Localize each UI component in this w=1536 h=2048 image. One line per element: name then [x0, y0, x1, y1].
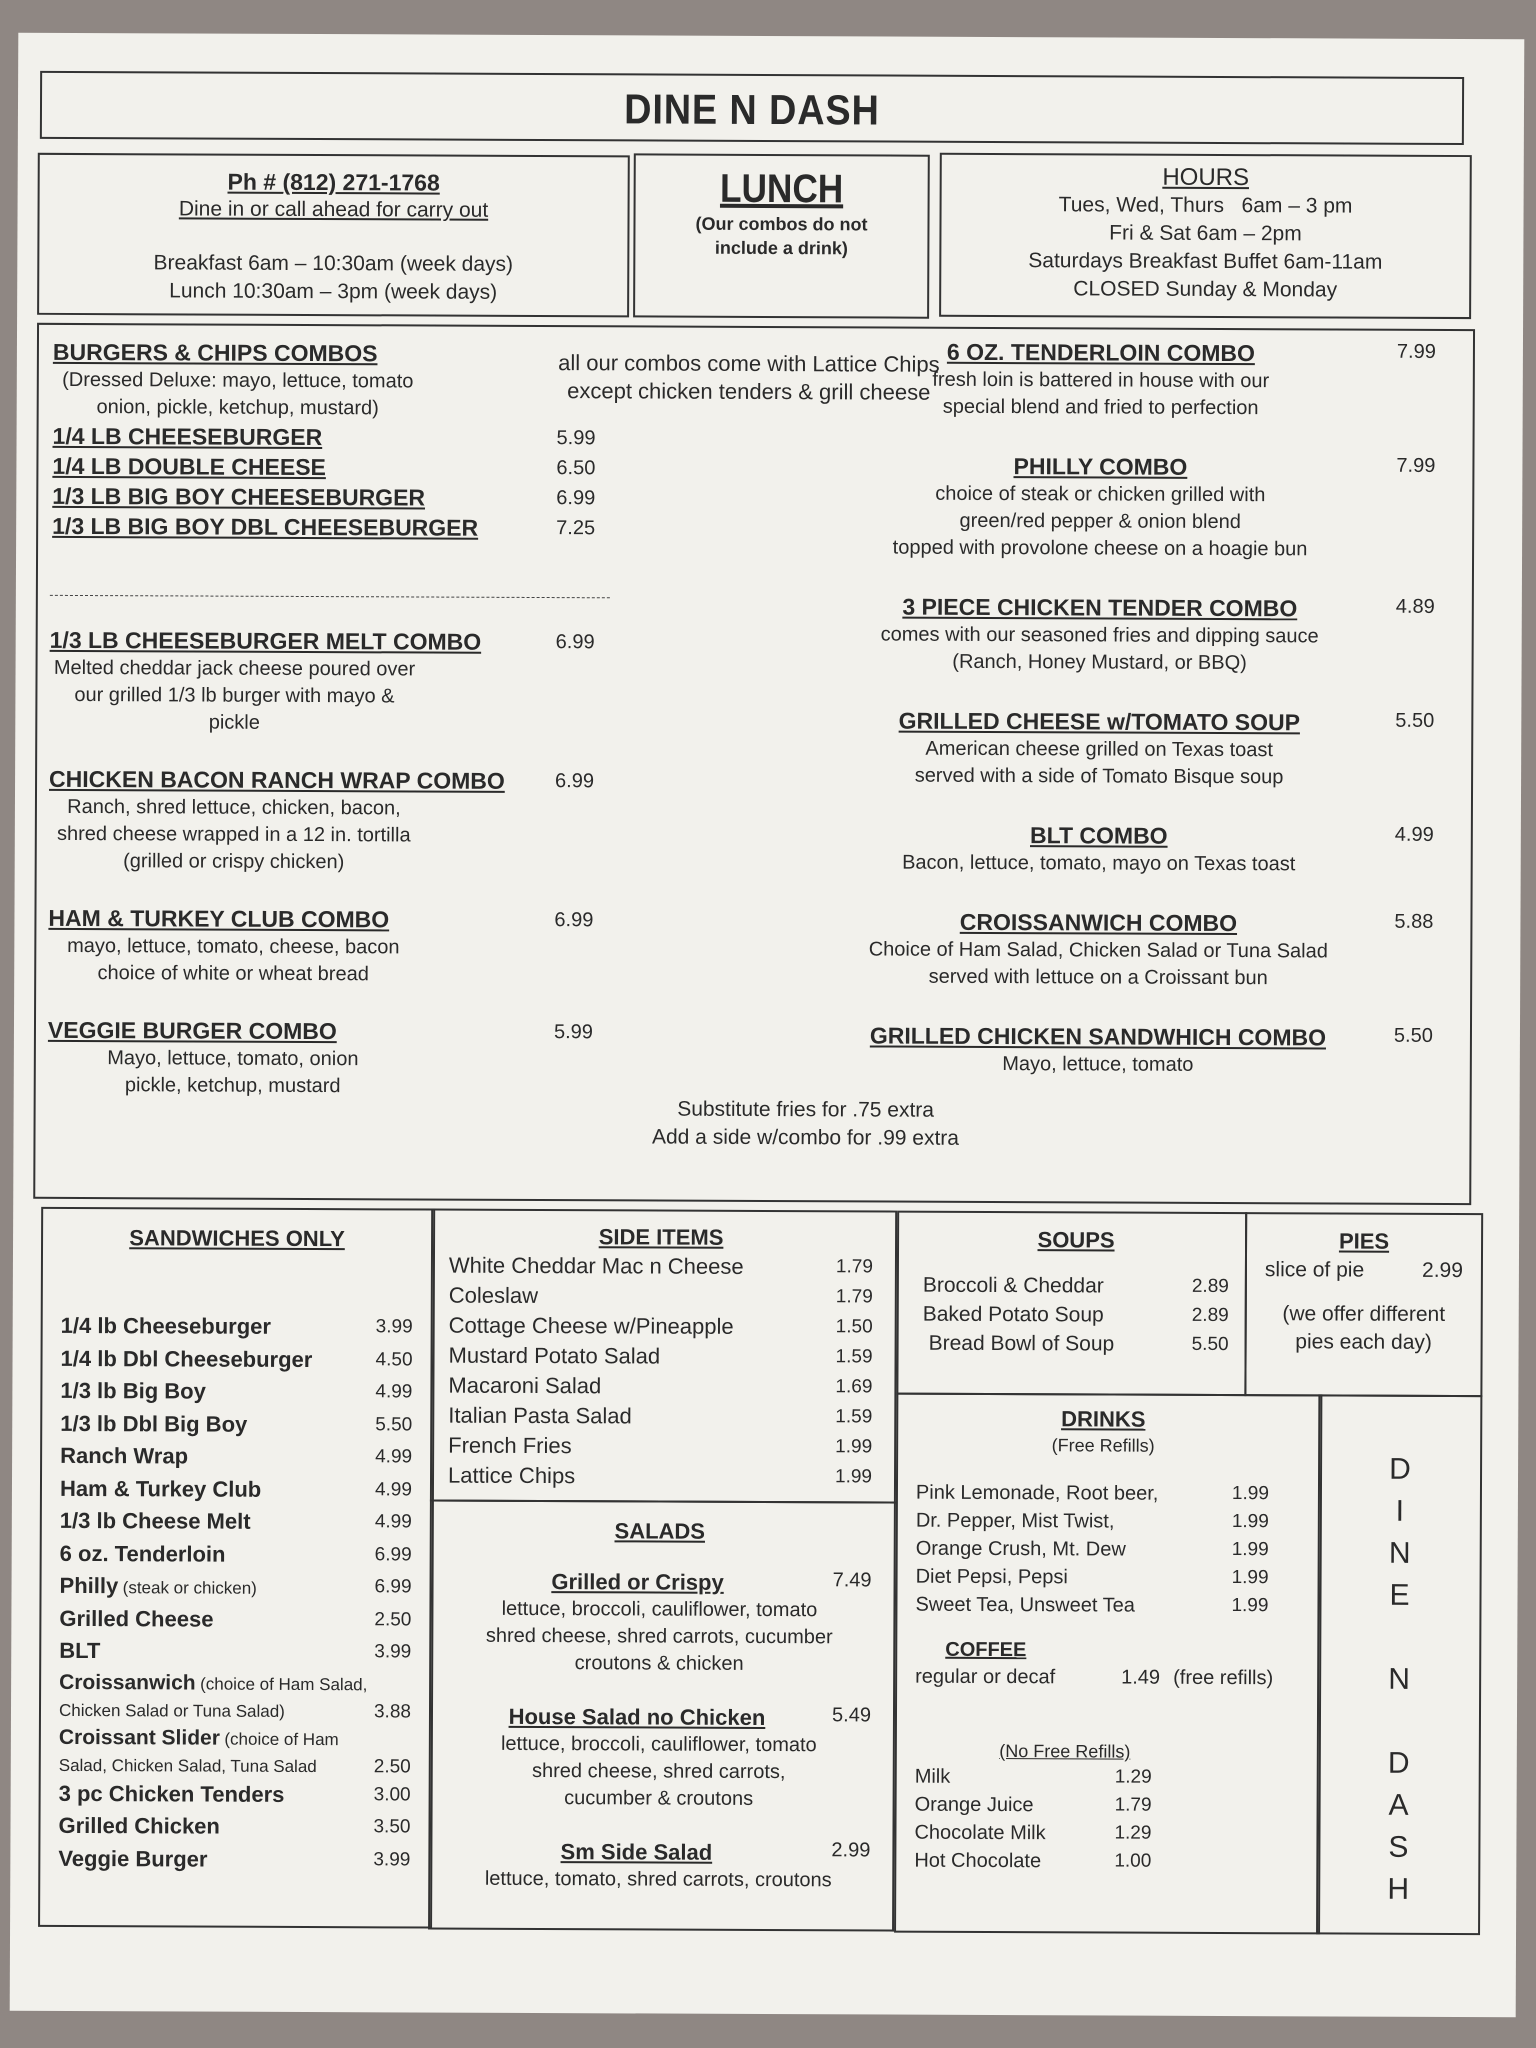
combo-item — [860, 450, 1436, 563]
sandwich-row — [60, 1376, 412, 1410]
vertical-name-box — [1316, 1394, 1482, 1935]
call-ahead-note: Dine in or call ahead for carry out — [178, 197, 489, 222]
combo-name: 1/4 LB DOUBLE CHEESE — [52, 452, 326, 481]
combo-price: 4.89 — [1395, 595, 1435, 618]
lunch-hours: Lunch 10:30am – 3pm (week days) — [169, 279, 498, 304]
combo-row — [52, 451, 632, 484]
side-item-name: French Fries — [448, 1432, 572, 1459]
hours-line: Tues, Wed, Thurs 6am – 3 pm — [1058, 193, 1353, 218]
combo-price: 6.99 — [555, 770, 595, 793]
salads-section — [428, 1500, 896, 1932]
pie-note-1: (we offer different — [1282, 1302, 1446, 1326]
combo-item — [49, 625, 609, 738]
salads-heading: SALADS — [614, 1518, 706, 1544]
sandwich-name: BLT — [59, 1637, 101, 1664]
menu-title: DINE N DASH — [624, 85, 880, 134]
soup-row — [923, 1329, 1229, 1359]
combo-item — [49, 764, 609, 877]
combo-extra-note: Add a side w/combo for .99 extra — [651, 1125, 960, 1150]
drink-name: Orange Juice — [914, 1793, 1034, 1817]
combo-name: GRILLED CHEESE w/TOMATO SOUP — [898, 707, 1301, 736]
sandwiches-heading: SANDWICHES ONLY — [129, 1225, 345, 1252]
sandwich-name: Croissant Slider — [58, 1725, 220, 1750]
sandwich-row — [59, 1571, 411, 1605]
salad-name: Sm Side Salad — [560, 1839, 713, 1865]
soup-price: 2.89 — [1191, 1275, 1229, 1298]
soup-name: Bread Bowl of Soup — [928, 1331, 1115, 1356]
combo-description-line: American cheese grilled on Texas toast — [925, 737, 1274, 762]
divider — [50, 595, 610, 598]
drink-row — [916, 1479, 1290, 1509]
combo-price: 6.99 — [556, 487, 596, 510]
drink-price: 1.29 — [1114, 1766, 1152, 1788]
sandwich-row — [58, 1843, 410, 1877]
vertical-letter: H — [1387, 1872, 1410, 1906]
combo-description-line: (Ranch, Honey Mustard, or BBQ) — [952, 650, 1247, 675]
sandwich-name: Croissanwich — [59, 1670, 196, 1695]
menu-page — [10, 33, 1525, 2018]
sandwich-row — [60, 1408, 412, 1442]
side-item-price: 1.99 — [834, 1466, 873, 1488]
sandwich-name: Grilled Chicken — [58, 1812, 220, 1839]
combo-name: 1/3 LB CHEESEBURGER MELT COMBO — [49, 626, 482, 655]
side-item-price: 1.79 — [835, 1286, 873, 1308]
combo-description-line: choice of steak or chicken grilled with — [935, 482, 1266, 507]
sandwich-name: 1/3 lb Cheese Melt — [59, 1507, 251, 1534]
salad-description-line: lettuce, tomato, shred carrots, croutons — [484, 1867, 832, 1892]
combo-row — [49, 764, 609, 796]
sandwich-note: (choice of Ham Salad, — [200, 1674, 368, 1694]
vertical-letter: D — [1387, 1746, 1410, 1780]
combo-price: 5.50 — [1395, 709, 1435, 732]
drink-row — [914, 1847, 1288, 1877]
lattice-note-line: except chicken tenders & grill cheese — [567, 378, 931, 405]
combo-price: 7.99 — [1396, 340, 1436, 363]
sandwich-note: (choice of Ham — [224, 1729, 339, 1749]
drink-name: Hot Chocolate — [914, 1849, 1042, 1873]
coffee-name: regular or decaf — [915, 1665, 1056, 1689]
drink-price: 1.00 — [1114, 1850, 1152, 1872]
side-item-name: Lattice Chips — [447, 1462, 576, 1489]
lunch-note-1: (Our combos do not — [695, 213, 868, 235]
burgers-description-line: onion, pickle, ketchup, mustard) — [96, 396, 379, 420]
vertical-letter: N — [1388, 1662, 1411, 1696]
combo-name: 1/3 LB BIG BOY CHEESEBURGER — [52, 482, 426, 511]
salad-item — [447, 1703, 871, 1814]
coffee-note: (free refills) — [1173, 1666, 1274, 1690]
combo-name: PHILLY COMBO — [1013, 453, 1188, 480]
side-item-row — [448, 1431, 872, 1463]
contact-box — [37, 153, 630, 318]
drink-row — [916, 1507, 1290, 1537]
sandwich-price: 4.50 — [375, 1348, 413, 1370]
combo-row — [48, 1015, 608, 1047]
vertical-letter: I — [1395, 1494, 1405, 1528]
side-item-name: Italian Pasta Salad — [448, 1402, 632, 1429]
combo-price: 5.50 — [1393, 1024, 1433, 1047]
sandwich-name-group — [59, 1571, 256, 1604]
sandwich-name-group — [59, 1603, 213, 1636]
drink-name: Pink Lemonade, Root beer, — [915, 1481, 1159, 1505]
combo-description — [49, 794, 419, 877]
combo-description-line: choice of white or wheat bread — [97, 962, 369, 986]
burgers-description-line: (Dressed Deluxe: mayo, lettuce, tomato — [62, 368, 414, 393]
sandwich-name-group — [60, 1343, 312, 1377]
soup-price: 2.89 — [1191, 1304, 1229, 1327]
sandwich-price: 6.99 — [374, 1576, 412, 1598]
sandwich-name-group — [60, 1441, 188, 1474]
lattice-note-line: all our combos come with Lattice Chips — [558, 350, 940, 377]
side-item-row — [449, 1311, 873, 1343]
drinks-section — [894, 1393, 1322, 1935]
vertical-letter: S — [1388, 1830, 1409, 1864]
sandwich-name-group — [60, 1376, 206, 1409]
sandwich-note: Chicken Salad or Tuna Salad) — [58, 1700, 285, 1721]
sandwiches-section — [38, 1207, 435, 1929]
sandwich-row — [59, 1778, 411, 1812]
drink-row — [914, 1819, 1288, 1849]
soups-section — [896, 1211, 1247, 1397]
combo-description-line: served with lettuce on a Croissant bun — [928, 965, 1268, 990]
coffee-heading: COFFEE — [945, 1638, 1027, 1662]
vertical-letter: N — [1388, 1536, 1411, 1570]
combo-price: 6.50 — [556, 457, 596, 480]
sandwich-name-group — [58, 1811, 220, 1844]
sandwich-row — [58, 1811, 410, 1845]
salad-price: 5.49 — [832, 1704, 872, 1727]
side-item-row — [449, 1281, 873, 1313]
sandwich-row — [60, 1343, 412, 1377]
combo-item — [861, 336, 1436, 422]
soup-price: 5.50 — [1191, 1333, 1229, 1356]
salad-name: Grilled or Crispy — [551, 1569, 724, 1595]
soup-name: Baked Potato Soup — [922, 1302, 1104, 1327]
sandwich-row — [61, 1311, 413, 1345]
sandwich-name-group — [59, 1778, 285, 1811]
side-item-row — [448, 1371, 872, 1403]
vertical-letter — [1319, 1700, 1479, 1743]
no-refills-heading: (No Free Refills) — [999, 1741, 1131, 1762]
drink-name: Diet Pepsi, Pepsi — [915, 1565, 1068, 1589]
sandwich-name: Veggie Burger — [58, 1845, 208, 1872]
side-item-name: Cottage Cheese w/Pineapple — [448, 1312, 734, 1339]
sandwich-name: Grilled Cheese — [59, 1605, 214, 1632]
sandwich-row — [60, 1538, 412, 1572]
side-item-row — [448, 1341, 872, 1373]
sandwich-name: 1/4 lb Cheeseburger — [60, 1312, 272, 1339]
sandwich-name: Ranch Wrap — [60, 1442, 189, 1469]
combo-price: 6.99 — [555, 631, 595, 654]
salad-price: 7.49 — [832, 1569, 872, 1592]
combo-row — [52, 421, 632, 454]
soup-row — [923, 1271, 1229, 1301]
sandwich-name: 6 oz. Tenderloin — [59, 1540, 226, 1567]
vertical-letter: E — [1389, 1578, 1410, 1612]
soup-row — [923, 1300, 1229, 1330]
drinks-subtitle: (Free Refills) — [1051, 1435, 1155, 1456]
salad-name: House Salad no Chicken — [508, 1703, 766, 1730]
title-box — [40, 71, 1464, 145]
drink-row — [915, 1591, 1289, 1621]
combo-description-line: special blend and fried to perfection — [942, 395, 1259, 420]
sandwich-row — [59, 1668, 411, 1699]
salad-description-line: cucumber & croutons — [564, 1787, 754, 1810]
sandwich-price: 3.50 — [373, 1816, 411, 1838]
sandwich-name-group — [58, 1843, 207, 1876]
side-item-price: 1.50 — [835, 1316, 873, 1338]
drink-price: 1.99 — [1231, 1567, 1269, 1589]
combo-item — [859, 819, 1434, 878]
sandwich-price: 4.99 — [374, 1511, 412, 1533]
pie-item: slice of pie — [1264, 1258, 1365, 1282]
sides-section — [430, 1209, 897, 1504]
sandwich-row — [59, 1603, 411, 1637]
salad-description-line: lettuce, broccoli, cauliflower, tomato — [501, 1597, 818, 1622]
salad-price: 2.99 — [831, 1839, 871, 1862]
phone-number: Ph # (812) 271-1768 — [227, 168, 440, 196]
side-item-row — [448, 1401, 872, 1433]
drink-name: Chocolate Milk — [914, 1821, 1046, 1845]
sandwich-price: 6.99 — [374, 1543, 412, 1565]
combo-description-line: green/red pepper & onion blend — [959, 509, 1241, 534]
combo-description-line: served with a side of Tomato Bisque soup — [914, 764, 1284, 789]
sandwich-row — [59, 1752, 411, 1780]
sandwich-name: Philly — [59, 1572, 119, 1599]
combo-extra-note: Substitute fries for .75 extra — [677, 1097, 935, 1122]
sandwich-name-group — [60, 1506, 251, 1539]
hours-line: Fri & Sat 6am – 2pm — [1109, 221, 1302, 246]
sandwich-name: 1/3 lb Dbl Big Boy — [60, 1410, 248, 1437]
combo-name: HAM & TURKEY CLUB COMBO — [48, 904, 390, 933]
combo-description-line: Choice of Ham Salad, Chicken Salad or Tuna Salad — [868, 938, 1328, 963]
drinks-heading: DRINKS — [1061, 1406, 1146, 1432]
sandwich-price: 5.50 — [375, 1413, 413, 1435]
lunch-title: LUNCH — [719, 166, 844, 212]
combo-description-line: comes with our seasoned fries and dipping sauce — [880, 623, 1319, 648]
pie-price: 2.99 — [1422, 1258, 1463, 1283]
sandwich-price: 4.99 — [375, 1446, 413, 1468]
sandwich-row — [60, 1506, 412, 1540]
drink-price: 1.29 — [1114, 1822, 1152, 1844]
drink-name: Milk — [914, 1765, 951, 1788]
sandwich-name-group — [60, 1473, 261, 1506]
side-item-price: 1.79 — [835, 1256, 873, 1278]
combos-section — [33, 323, 1475, 1205]
coffee-row — [915, 1664, 1289, 1693]
combo-name: 6 OZ. TENDERLOIN COMBO — [946, 338, 1255, 367]
combo-name: BLT COMBO — [1029, 822, 1168, 849]
combo-name: CROISSANWICH COMBO — [959, 908, 1238, 937]
combo-description — [48, 1045, 418, 1101]
side-item-price: 1.69 — [835, 1376, 873, 1398]
combo-description-line: mayo, lettuce, tomato, cheese, bacon — [67, 934, 400, 959]
sandwich-name-group — [60, 1408, 247, 1441]
hours-line: Saturdays Breakfast Buffet 6am-11am — [1028, 249, 1383, 274]
combo-item — [48, 903, 608, 989]
combo-description-line: Mayo, lettuce, tomato, onion — [107, 1047, 359, 1071]
drink-price: 1.99 — [1231, 1483, 1269, 1505]
sandwich-price: 3.00 — [373, 1783, 411, 1805]
combo-price: 5.88 — [1394, 910, 1434, 933]
hours-box — [939, 153, 1472, 319]
hours-title: HOURS — [1162, 163, 1250, 192]
vertical-letter: A — [1388, 1788, 1409, 1822]
combo-item — [859, 705, 1435, 791]
combo-price: 5.99 — [556, 427, 596, 450]
drink-row — [916, 1563, 1290, 1593]
soups-heading: SOUPS — [1037, 1227, 1115, 1253]
soup-name: Broccoli & Cheddar — [922, 1273, 1104, 1298]
drink-price: 1.99 — [1231, 1511, 1269, 1533]
sandwich-price: 2.50 — [374, 1608, 412, 1630]
combo-description-line: Ranch, shred lettuce, chicken, bacon, — [67, 795, 401, 820]
drink-row — [916, 1535, 1290, 1565]
vertical-letter: D — [1389, 1452, 1411, 1486]
vertical-letter — [1319, 1616, 1479, 1659]
sandwich-name: Ham & Turkey Club — [59, 1475, 262, 1502]
combo-item — [860, 591, 1435, 677]
sandwich-row — [59, 1636, 411, 1670]
drink-name: Dr. Pepper, Mist Twist, — [915, 1509, 1115, 1533]
sandwich-name-group — [61, 1311, 271, 1344]
sandwich-row — [59, 1697, 411, 1725]
sandwich-price: 4.99 — [375, 1381, 413, 1403]
side-item-price: 1.59 — [835, 1406, 873, 1428]
sandwich-name-group — [60, 1538, 226, 1571]
combo-price: 4.99 — [1394, 823, 1434, 846]
side-item-price: 1.99 — [835, 1436, 873, 1458]
combo-name: CHICKEN BACON RANCH WRAP COMBO — [49, 765, 505, 794]
combo-item — [858, 906, 1434, 992]
side-item-price: 1.59 — [835, 1346, 873, 1368]
sandwich-row — [60, 1473, 412, 1507]
salad-description-line: croutons & chicken — [574, 1652, 744, 1675]
sides-heading: SIDE ITEMS — [598, 1224, 724, 1250]
combo-description — [48, 933, 418, 989]
drink-name: Sweet Tea, Unsweet Tea — [915, 1593, 1135, 1617]
sandwich-price: 2.50 — [373, 1755, 411, 1777]
salad-description-line: shred cheese, shred carrots, — [531, 1759, 786, 1784]
sandwich-price: 3.99 — [375, 1316, 413, 1338]
side-item-name: White Cheddar Mac n Cheese — [448, 1252, 744, 1279]
combo-description-line: fresh loin is battered in house with our — [932, 368, 1270, 393]
combo-price: 5.99 — [553, 1021, 593, 1044]
drink-price: 1.79 — [1114, 1794, 1152, 1816]
vertical-name — [1318, 1448, 1480, 1911]
sandwich-price: 4.99 — [374, 1478, 413, 1500]
sandwich-row — [60, 1441, 412, 1475]
side-item-name: Coleslaw — [448, 1282, 539, 1309]
sandwich-price: 3.99 — [373, 1848, 411, 1870]
combo-description-line: Mayo, lettuce, tomato — [1002, 1053, 1194, 1076]
combo-row — [52, 481, 632, 514]
combo-description-line: topped with provolone cheese on a hoagie bun — [892, 536, 1308, 561]
combo-row — [52, 511, 632, 544]
sandwich-name: 1/4 lb Dbl Cheeseburger — [60, 1345, 313, 1372]
drink-row — [915, 1763, 1289, 1793]
combo-name: 3 PIECE CHICKEN TENDER COMBO — [902, 593, 1298, 622]
pie-note-2: pies each day) — [1295, 1330, 1432, 1354]
sandwich-price: 3.99 — [374, 1641, 412, 1663]
combo-description-line: our grilled 1/3 lb burger with mayo & pickle — [74, 683, 395, 734]
combo-name: GRILLED CHICKEN SANDWHICH COMBO — [869, 1022, 1327, 1051]
combo-name: VEGGIE BURGER COMBO — [47, 1016, 337, 1045]
drink-price: 1.99 — [1231, 1539, 1269, 1561]
sandwich-name: 1/3 lb Big Boy — [60, 1377, 206, 1404]
side-item-name: Macaroni Salad — [448, 1372, 602, 1399]
combo-row — [48, 903, 608, 935]
sandwich-note: (steak or chicken) — [122, 1578, 257, 1598]
side-item-name: Mustard Potato Salad — [448, 1342, 661, 1369]
combo-description-line: shred cheese wrapped in a 12 in. tortilla — [56, 822, 411, 847]
sandwich-price: 3.88 — [373, 1700, 412, 1722]
sandwich-row — [59, 1723, 411, 1754]
salad-description-line: shred cheese, shred carrots, cucumber — [485, 1624, 833, 1649]
sandwich-name: 3 pc Chicken Tenders — [58, 1780, 285, 1807]
sandwich-name-group — [59, 1636, 100, 1669]
side-item-row — [448, 1461, 872, 1493]
salad-item — [446, 1838, 870, 1895]
salad-item — [447, 1568, 871, 1679]
breakfast-hours: Breakfast 6am – 10:30am (week days) — [153, 251, 514, 276]
coffee-price: 1.49 — [1121, 1666, 1161, 1689]
hours-line: CLOSED Sunday & Monday — [1073, 277, 1338, 302]
combo-item — [858, 1020, 1433, 1079]
drink-name: Orange Crush, Mt. Dew — [915, 1537, 1126, 1561]
lunch-note-2: include a drink) — [714, 237, 848, 259]
combo-description-line: Bacon, lettuce, tomato, mayo on Texas toast — [902, 851, 1296, 876]
combo-description-line: pickle, ketchup, mustard — [124, 1074, 341, 1098]
combo-description — [49, 655, 419, 738]
combo-name: 1/4 LB CHEESEBURGER — [52, 422, 323, 451]
pies-heading: PIES — [1338, 1228, 1390, 1254]
burgers-combos-heading: BURGERS & CHIPS COMBOS — [52, 338, 378, 367]
combo-description-line: (grilled or crispy chicken) — [123, 850, 345, 874]
combo-row — [50, 625, 610, 657]
combo-item — [48, 1015, 608, 1101]
combo-price: 7.25 — [556, 517, 596, 540]
pies-section — [1244, 1212, 1483, 1397]
combo-name: 1/3 LB BIG BOY DBL CHEESEBURGER — [52, 512, 479, 541]
combo-description-line: Melted cheddar jack cheese poured over — [53, 656, 416, 681]
salad-description-line: lettuce, broccoli, cauliflower, tomato — [500, 1732, 817, 1757]
combo-price: 7.99 — [1396, 454, 1436, 477]
side-item-row — [449, 1251, 873, 1283]
drink-row — [915, 1791, 1289, 1821]
drink-price: 1.99 — [1231, 1595, 1269, 1617]
combo-price: 6.99 — [554, 909, 594, 932]
lunch-box — [633, 153, 930, 318]
sandwich-note: Salad, Chicken Salad, Tuna Salad — [58, 1755, 317, 1776]
